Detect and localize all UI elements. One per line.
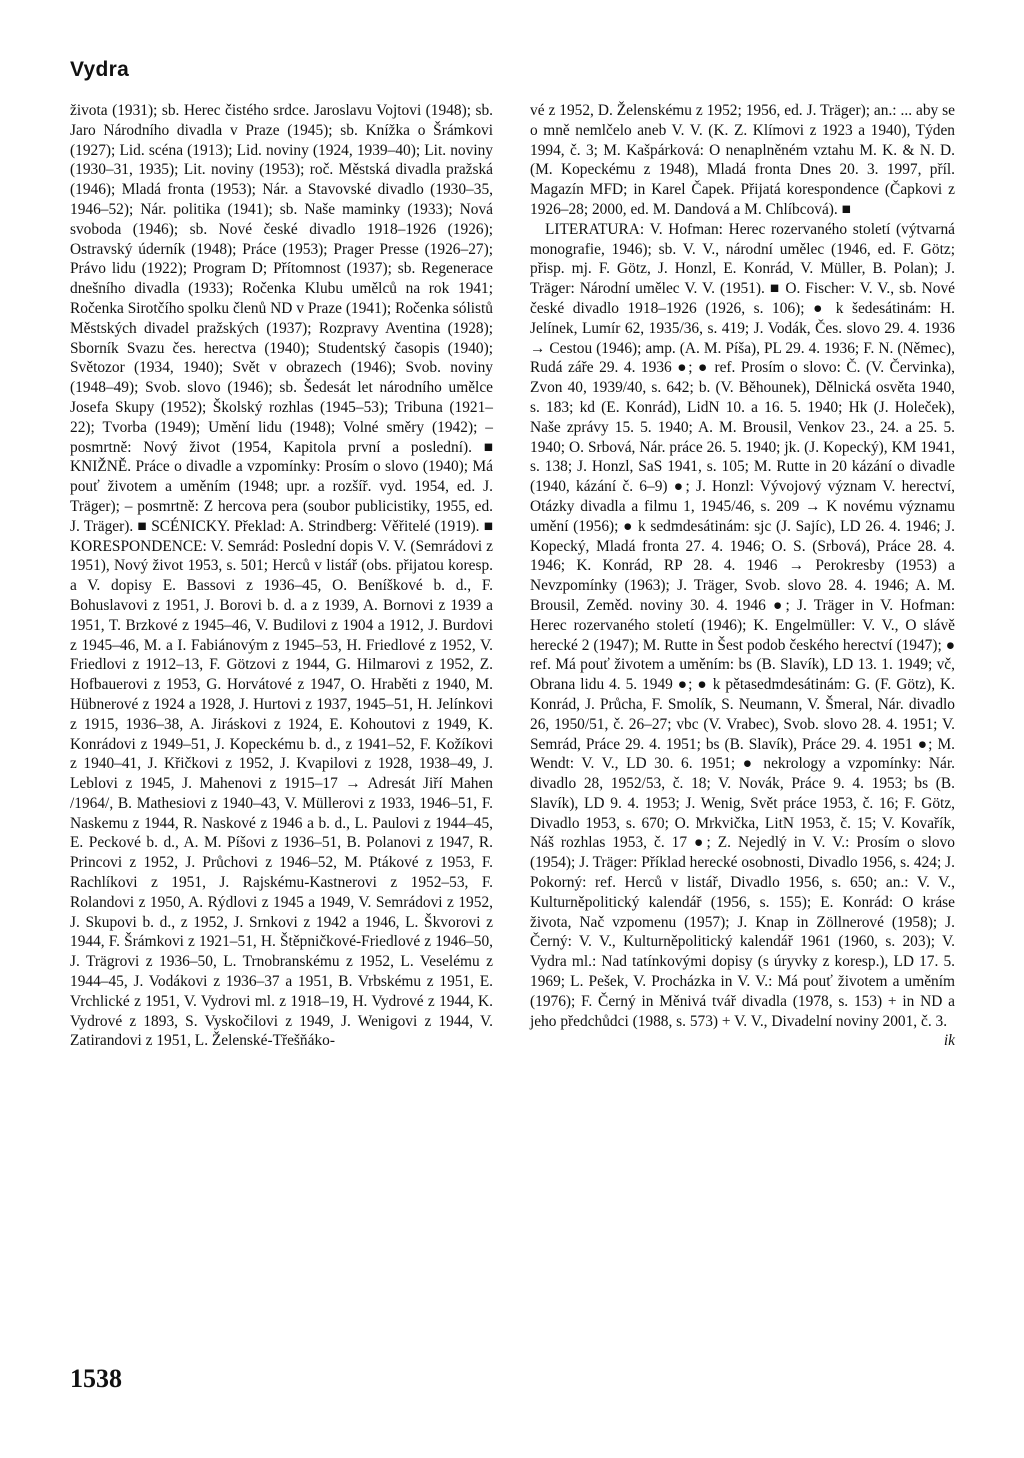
left-column-text: života (1931); sb. Herec čistého srdce. Jaroslavu Vojtovi (1948); sb. Jaro Národního divadla v Praze (1945); sb. Knížka o Šrámkovi (1927); Lid. scéna (1913); Lid. noviny (1924, 1939–40); Lit. noviny (1930–31, 1935); Lit. noviny (1953); roč. Městská divadla pražská (1946); Mladá fronta (1953); Nár. a Stavovské divadlo (1930–35, 1946–52); Nár. politika (1941); sb. Naše maminky (1933); Nová svoboda (1946); sb. Nové české divadlo 1918–1926 (1926); Ostravský úderník (1948); Práce (1953); Prager Presse (1926–27); Právo lidu (1922); Program D; Přítomnost (1937); sb. Regenerace dnešního divadla (1933); Ročenka Klubu umělců na rok 1941; Ročenka Sirotčího spolku členů ND v Praze (1941); Ročenka sólistů Městských divadel pražských (1937); Rozpravy Aventina (1928); Sborník Svazu čes. herectva (1940); Studentský časopis (1940); Světozor (1934, 1940); Svět v obrazech (1946); Svob. noviny (1948–49); Svob. slovo (1946); sb. Šedesát let národního umělce Josefa Skupy (1952); Školský rozhlas (1945–53); Tribuna (1921–22); Tvorba (1949); Umění lidu (1948); Volné směry (1942); – posmrtně: Nový život (1954, Kapitola první a poslední). ■ KNIŽNĚ. Práce o divadle a vzpomínky: Prosím o slovo (1940); Má pouť životem a uměním (1948; upr. a rozšíř. vyd. 1954, ed. J. Träger); – posmrtně: Z hercova pera (soubor publicistiky, 1955, ed. J. Träger). ■ SCÉNICKY. Překlad: A. Strindberg: Věřitelé (1919). ■ KORESPONDENCE: V. Semrád: Poslední dopis V. V. (Semrádovi z 1951), Nový život 1953, s. 501; Herců v listář (obs. přijatou koresp. a V. dopisy E. Bassovi z 1936–45, O. Beníškové b. d., F. Bohuslavovi z 1951, J. Borovi b. d. a z 1939, A. Bornovi z 1939 a 1951, T. Brzkové z 1945–46, V. Budilovi z 1904 a 1912, J. Burdovi z 1945–46, M. a I. Fabiánovým z 1945–53, H. Friedlové z 1952, V. Friedlovi z 1912–13, F. Götzovi z 1944, G. Hilmarovi z 1952, Z. Hofbauerovi z 1953, G. Horvátové z 1947, O. Hraběti z 1940, M. Hübnerové z 1924 a 1928, J. Hurtovi z 1937, 1945–51, H. Jelínkovi z 1915, 1936–38, A. Jiráskovi z 1924, E. Kohoutovi z 1949, K. Konrádovi z 1949–51, J. Kopeckému b. d., z 1941–52, F. Kožíkovi z 1940–41, J. Křičkovi z 1952, J. Kvapilovi z 1928, 1938–49, J. Leblovi z 1945, J. Mahenovi z 1915–17 → Adresát Jiří Mahen /1964/, B. Mathesiovi z 1940–43, V. Müllerovi z 1933, 1946–51, F. Naskemu z 1944, R. Naskové z 1946 a b. d., L. Paulovi z 1944–45, E. Peckové b. d., A. M. Píšovi z 1936–51, B. Polanovi z 1947, R. Princovi z 1952, J. Průchovi z 1946–52, M. Ptákové z 1953, F. Rachlíkovi z 1951, J. Rajskému-Kastnerovi z 1952–53, F. Rolandovi z 1950, A. Rýdlovi z 1945 a 1949, V. Semrádovi z 1952, J. Skupovi b. d., z 1952, J. Srnkovi z 1942 a 1946, L. Škvorovi z 1944, F. Šrámkovi z 1921–51, H. Štěpničkové-Friedlové z 1946–50, J. Trägrovi z 1936–50, L. Trnobranskému z 1952, L. Veselému z 1944–45, J. Vodákovi z 1936–37 a 1951, B. Vrbskému z 1951, E. Vrchlické z 1951, V. Vydrovi ml. z 1918–19, H. Vydrové z 1944, K. Vydrové z 1893, S. Vyskočilovi z 1949, J. Wenigovi z 1944, V. Zatirandovi z 1951, L. Želenské-Třešňáko- [70, 102, 493, 1050]
author-signature: ik [943, 1032, 955, 1050]
running-head: Vydra [70, 58, 130, 81]
page-number: 1538 [70, 1364, 122, 1393]
right-column-continuation: vé z 1952, D. Želenskému z 1952; 1956, ed. J. Träger); an.: ... aby se o mně nemlčelo aneb V. V. (K. Z. Klímovi z 1923 a 1940), Týden 1994, č. 3; M. Kašpárková: O nenaplněném vztahu M. K. & N. D. (M. Kopeckému z 1948), Mladá fronta Dnes 20. 3. 1997, příl. Magazín MFD; in Karel Čapek. Přijatá korespondence (Čapkovi z 1926–28; 2000, ed. M. Dandová a M. Chlíbcová). ■ [530, 102, 955, 218]
left-column [70, 101, 493, 1051]
right-column [530, 101, 955, 1051]
literature-paragraph: LITERATURA: V. Hofman: Herec rozervaného století (výtvarná monografie, 1946); sb. V. V., národní umělec (1946, ed. F. Götz; přisp. mj. F. Götz, J. Honzl, E. Konrád, V. Müller, B. Polan); J. Träger: Národní umělec V. V. (1951). ■ O. Fischer: V. V., sb. Nové české divadlo 1918–1926 (1926, s. 106); ● k šedesátinám: H. Jelínek, Lumír 62, 1935/36, s. 419; J. Vodák, Čes. slovo 29. 4. 1936 → Cestou (1946); amp. (A. M. Píša), PL 29. 4. 1936; F. N. (Němec), Rudá záře 29. 4. 1936 ●; ● ref. Prosím o slovo: Č. (V. Červinka), Zvon 40, 1939/40, s. 642; b. (V. Běhounek), Dělnická osvěta 1940, s. 183; kd (E. Konrád), LidN 10. a 16. 5. 1940; Hk (J. Holeček), Naše zprávy 15. 5. 1940; A. M. Brousil, Venkov 23., 24. a 25. 5. 1940; O. Srbová, Nár. práce 26. 5. 1940; jk. (J. Kopecký), KM 1941, s. 138; J. Honzl, SaS 1941, s. 105; M. Rutte in 20 kázání o divadle (1940, kázání č. 6–9) ●; J. Honzl: Vývojový význam V. herectví, Otázky divadla a filmu 1, 1945/46, s. 209 → K novému významu umění (1956); ● k sedmdesátinám: sjc (J. Sajíc), LD 26. 4. 1946; J. Kopecký, Mladá fronta 27. 4. 1946; O. S. (Srbová), Práce 28. 4. 1946; K. Konrád, RP 28. 4. 1946 → Perokresby (1953) a Nevzpomínky (1963); J. Träger, Svob. slovo 28. 4. 1946; A. M. Brousil, Zeměd. noviny 30. 4. 1946 ●; J. Träger in V. Hofman: Herec rozervaného století (1946); K. Engelmüller: V. V., O slávě herecké 2 (1947); M. Rutte in Šest podob českého herectví (1947); ● ref. Má pouť životem a uměním: bs (B. Slavík), LD 13. 1. 1949; vč, Obrana lidu 4. 5. 1949 ●; ● k pětasedmdesátinám: G. (F. Götz), K. Konrád, J. Průcha, F. Smolík, S. Neumann, V. Šmeral, Nár. divadlo 26, 1950/51, č. 26–27; vbc (V. Vrabec), Svob. slovo 28. 4. 1951; V. Semrád, Práce 29. 4. 1951; bs (B. Slavík), Práce 29. 4. 1951 ●; M. Wendt: V. V., LD 30. 6. 1951; ● nekrology a vzpomínky: Nár. divadlo 28, 1952/53, č. 18; V. Novák, Práce 9. 4. 1953; bs (B. Slavík), LD 9. 4. 1953; J. Wenig, Svět práce 1953, č. 16; F. Götz, Divadlo 1953, s. 670; O. Mrkvička, LitN 1953, č. 15; V. Kovařík, Náš rozhlas 1953, č. 17 ●; Z. Nejedlý in V. V.: Prosím o slovo (1954); J. Träger: Příklad herecké osobnosti, Divadlo 1956, s. 424; J. Pokorný: ref. Herců v listář, Divadlo 1956, s. 650; an.: V. V., Kulturněpolitický kalendář (1956, s. 155); E. Konrád: O kráse života, Nač vzpomenu (1957); J. Knap in Zöllnerové (1958); J. Černý: V. V., Kulturněpolitický kalendář 1961 (1960, s. 203); V. Vydra ml.: Nad tatínkovými dopisy (s úryvky z koresp.), LD 17. 5. 1969; L. Pešek, V. Procházka in V. V.: Má pouť životem a uměním (1976); F. Černý in Měnivá tvář divadla (1978, s. 153) + in ND a jeho předchůdci (1988, s. 573) + V. V., Divadelní noviny 2001, č. 3. [530, 220, 955, 1030]
